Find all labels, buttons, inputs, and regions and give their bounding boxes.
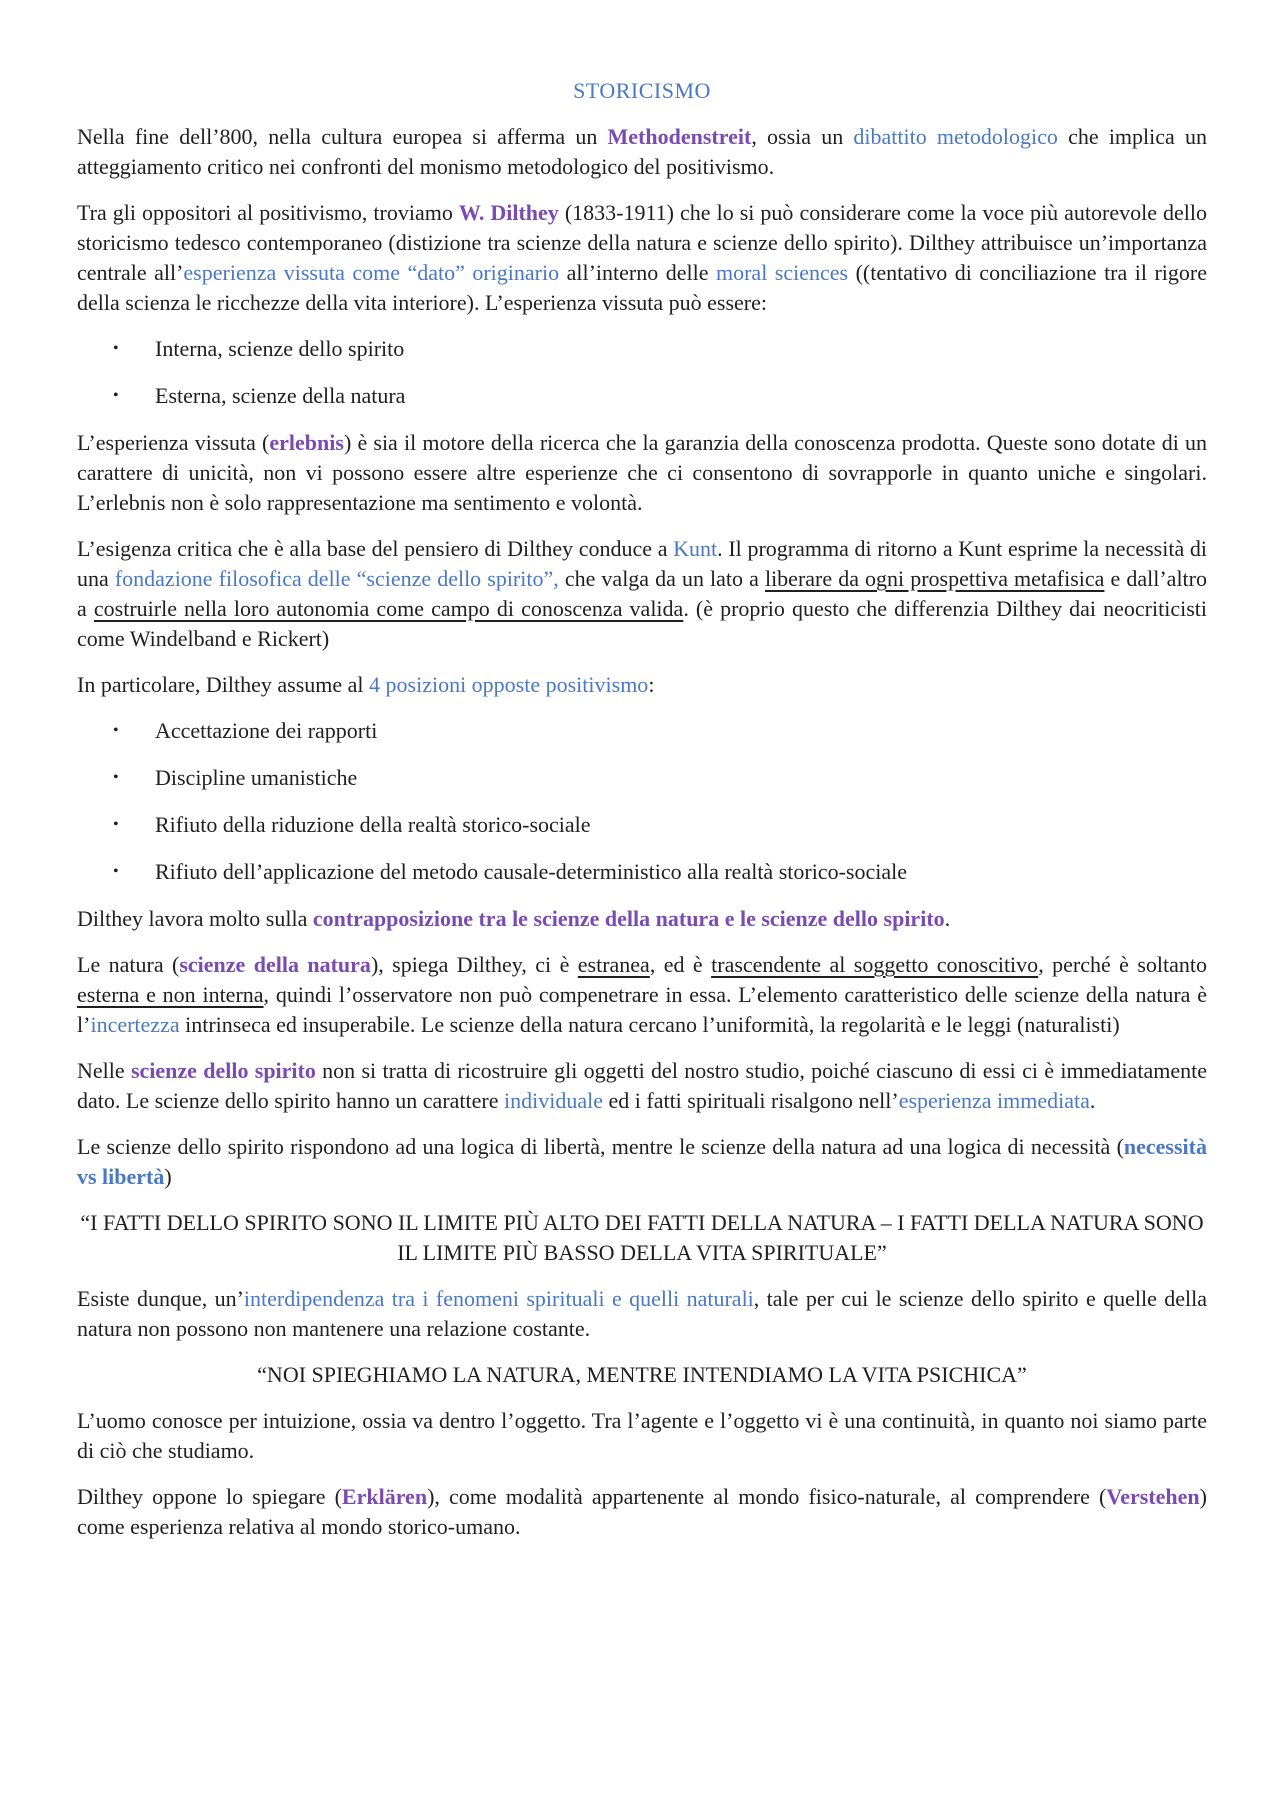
list-item-text: Rifiuto dell’applicazione del metodo causale-deterministico alla realtà storico-sociale (155, 859, 907, 884)
document-title: STORICISMO (573, 78, 711, 103)
document-page (77, 68, 1207, 1558)
highlight-necessita: necessità vs libertà (77, 1134, 1207, 1189)
list-item-text: Accettazione dei rapporti (155, 718, 378, 743)
highlight-moral-sciences: moral sciences (715, 260, 849, 285)
text: ) (164, 1164, 172, 1189)
bullet-icon: • (113, 863, 119, 880)
highlight-erlebnis: erlebnis (269, 430, 344, 455)
bullet-icon: • (113, 340, 119, 357)
list-item (77, 763, 1207, 793)
text: , ossia un (751, 124, 854, 149)
text: Nella fine dell’800, nella cultura europea si afferma un (77, 124, 608, 149)
highlight-scienze-spirito: scienze dello spirito (130, 1058, 316, 1083)
highlight-scienze-natura: scienze della natura (179, 952, 371, 977)
highlight-erklaren: Erklären (341, 1484, 428, 1509)
bullet-icon: • (113, 816, 119, 833)
highlight-contrapposizione: contrapposizione tra le scienze della natura e le scienze dello spirito (312, 906, 945, 931)
list-item (77, 381, 1207, 411)
paragraph-erlebnis (77, 428, 1207, 518)
paragraph-intuizione: L’uomo conosce per intuizione, ossia va dentro l’oggetto. Tra l’agente e l’oggetto vi è una continuità, in quanto noi siamo parte di ciò che studiamo. (77, 1408, 1207, 1463)
text: , perché è soltanto (1038, 952, 1207, 977)
quote-fatti-spirito: “I FATTI DELLO SPIRITO SONO IL LIMITE PIÙ ALTO DEI FATTI DELLA NATURA – I FATTI DELLA NATURA SONO IL LIMITE PIÙ BASSO DELLA VITA SPIRITUALE” (80, 1210, 1204, 1265)
list-item (77, 334, 1207, 364)
paragraph-methodenstreit (77, 122, 1207, 182)
text: ed i fatti spirituali risalgono nell’ (602, 1088, 899, 1113)
text: (1833-1911) che lo si può considerare come la voce più autorevole dello storicismo tedesco contemporaneo (distizione tra scienze della natura e scienze dello spirito). Dilthey attribuisce un’importanza centrale all’ (77, 200, 1207, 285)
text: . (1089, 1088, 1096, 1113)
text: ), come modalità appartenente al mondo fisico-naturale, al comprendere ( (427, 1484, 1107, 1509)
paragraph-scienze-spirito (77, 1056, 1207, 1116)
text: Dilthey lavora molto sulla (77, 906, 313, 931)
list-item (77, 716, 1207, 746)
list-item-text: Rifiuto della riduzione della realtà storico-sociale (155, 812, 591, 837)
list-item-text: Discipline umanistiche (155, 765, 358, 790)
text: ((tentativo di conciliazione tra il rigore della scienza le ricchezze della vita interiore). L’esperienza vissuta può essere: (77, 260, 1207, 315)
text: Nelle (77, 1058, 131, 1083)
underline-trascendente: trascendente al soggetto conoscitivo (711, 952, 1039, 977)
highlight-kunt: Kunt (673, 536, 718, 561)
text: ) è sia il motore della ricerca che la garanzia della conoscenza prodotta. Queste sono dotate di un carattere di unicità, non vi possono essere altre esperienze che ci consentono di sovrapporle in quanto uniche e singolari. L’erlebnis non è solo rappresentazione ma sentimento e volontà. (77, 430, 1207, 515)
text: all’interno delle (559, 260, 716, 285)
text: , ed è (649, 952, 712, 977)
text: intrinseca ed insuperabile. Le scienze della natura cercano l’uniformità, la regolarità e le leggi (naturalisti) (179, 1012, 1120, 1037)
paragraph-kunt (77, 534, 1207, 654)
underline-costruirle: costruirle nella loro autonomia come campo di conoscenza valida (93, 596, 684, 621)
bullet-icon: • (113, 722, 119, 739)
text: In particolare, Dilthey assume al (77, 672, 370, 697)
text: L’esigenza critica che è alla base del pensiero di Dilthey conduce a (77, 536, 674, 561)
highlight-verstehen: Verstehen (1106, 1484, 1200, 1509)
highlight-esperienza: esperienza vissuta come “dato” originario (183, 260, 560, 285)
text: . (944, 906, 951, 931)
text: ), spiega Dilthey, ci è (370, 952, 578, 977)
paragraph-dilthey (77, 198, 1207, 318)
list-item (77, 810, 1207, 840)
highlight-posizioni: 4 posizioni opposte positivismo (369, 672, 649, 697)
list-item-text: Esterna, scienze della natura (155, 383, 406, 408)
text: , tale per cui le scienze dello spirito e quelle della natura non possono non mantenere una relazione costante. (77, 1286, 1207, 1341)
highlight-dilthey: W. Dilthey (458, 200, 559, 225)
quote-spieghiamo: “NOI SPIEGHIAMO LA NATURA, MENTRE INTENDIAMO LA VITA PSICHICA” (257, 1362, 1027, 1387)
text: Esiste dunque, un’ (77, 1286, 244, 1311)
text: non si tratta di ricostruire gli oggetti del nostro studio, poiché ciascuno di essi ci è immediatamente dato. Le scienze dello spirito hanno un carattere (77, 1058, 1207, 1113)
text: e dall’altro a (77, 566, 1207, 621)
paragraph-interdipendenza (77, 1284, 1207, 1344)
text: L’esperienza vissuta ( (77, 430, 270, 455)
list-esperienza (77, 334, 1207, 411)
text: Le natura ( (77, 952, 180, 977)
bullet-icon: • (113, 387, 119, 404)
text: Tra gli oppositori al positivismo, troviamo (77, 200, 459, 225)
underline-esterna: esterna e non interna (77, 982, 264, 1007)
text: che implica un atteggiamento critico nei confronti del monismo metodologico del positivismo. (77, 124, 1207, 179)
list-posizioni (77, 716, 1207, 887)
underline-estranea: estranea (577, 952, 650, 977)
highlight-fondazione: fondazione filosofica delle “scienze dello spirito”, (114, 566, 559, 591)
text: . Il programma di ritorno a Kunt esprime la necessità di una (77, 536, 1207, 591)
text: : (648, 672, 655, 697)
bullet-icon: • (113, 769, 119, 786)
highlight-individuale: individuale (504, 1088, 603, 1113)
paragraph-scienze-natura (77, 950, 1207, 1040)
highlight-dibattito: dibattito metodologico (853, 124, 1058, 149)
text: Dilthey oppone lo spiegare ( (77, 1484, 342, 1509)
underline-liberare: liberare da ogni prospettiva metafisica (764, 566, 1105, 591)
text: che valga da un lato a (558, 566, 765, 591)
paragraph-necessita (77, 1132, 1207, 1192)
text: ) come esperienza relativa al mondo storico-umano. (77, 1484, 1207, 1539)
list-item-text: Interna, scienze dello spirito (155, 336, 405, 361)
paragraph-erklaren (77, 1482, 1207, 1542)
highlight-interdipendenza: interdipendenza tra i fenomeni spirituali e quelli naturali (243, 1286, 754, 1311)
highlight-esperienza-immediata: esperienza immediata (898, 1088, 1090, 1113)
highlight-methodenstreit: Methodenstreit (607, 124, 752, 149)
text: . (è proprio questo che differenzia Dilthey dai neocriticisti come Windelband e Rickert) (77, 596, 1207, 651)
paragraph-posizioni (77, 670, 1207, 700)
list-item (77, 857, 1207, 887)
highlight-incertezza: incertezza (90, 1012, 180, 1037)
text: Le scienze dello spirito rispondono ad una logica di libertà, mentre le scienze della natura ad una logica di necessità ( (77, 1134, 1124, 1159)
paragraph-contrapposizione (77, 904, 1207, 934)
text: , quindi l’osservatore non può compenetrare in essa. L’elemento caratteristico delle scienze della natura è l’ (77, 982, 1207, 1037)
